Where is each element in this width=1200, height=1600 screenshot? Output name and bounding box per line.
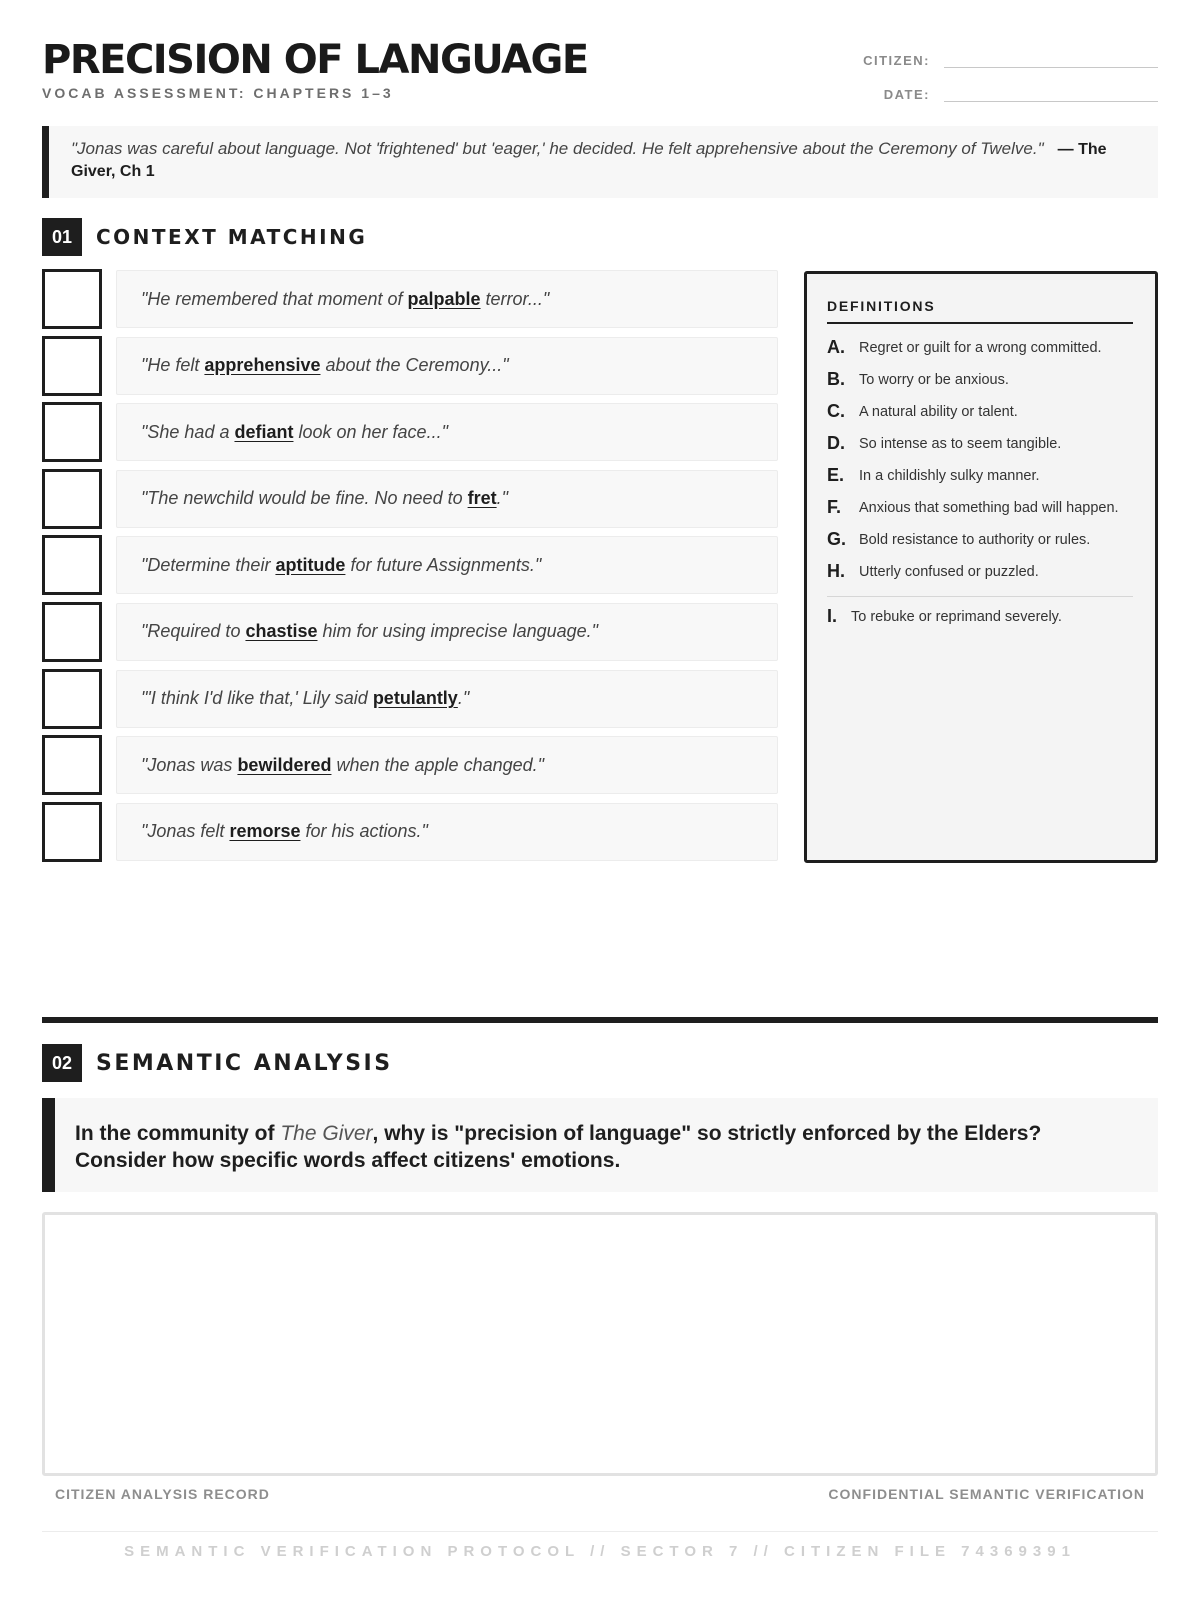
analysis-answer-area[interactable] (42, 1212, 1158, 1476)
definition-text: Anxious that something bad will happen. (859, 500, 1119, 516)
definition-item (827, 596, 1133, 626)
definition-key: C. (827, 401, 845, 421)
sentence-before: "Determine their (141, 554, 271, 575)
definition-text: Bold resistance to authority or rules. (859, 532, 1091, 548)
sentence-before: "'I think I'd like that,' Lily said (141, 688, 368, 709)
definition-key: D. (827, 433, 845, 453)
vocab-word: apprehensive (204, 355, 321, 376)
definition-text: To worry or be anxious. (859, 372, 1009, 388)
context-sentence (116, 270, 778, 328)
context-sentence (116, 337, 778, 395)
date-input-line[interactable] (944, 101, 1158, 102)
definition-key: I. (827, 606, 838, 626)
definition-item (827, 402, 1133, 421)
definition-key: E. (827, 465, 845, 485)
quote-text: "Jonas was careful about language. Not 'frightened' but 'eager,' he decided. He felt apprehensive about the Ceremony of Twelve." (71, 139, 1044, 158)
sentence-before: "She had a (141, 421, 230, 442)
definition-item (827, 466, 1133, 485)
footer-rule (42, 1531, 1158, 1532)
definition-key: A. (827, 337, 845, 357)
section-number: 02 (42, 1044, 82, 1082)
sentence-before: "Required to (141, 621, 241, 642)
answer-box[interactable] (42, 669, 102, 729)
citizen-input-line[interactable] (944, 67, 1158, 68)
matching-row (42, 403, 778, 461)
date-label: DATE: (883, 87, 930, 102)
prompt-text-start: In the community of (75, 1122, 275, 1145)
matching-row (42, 270, 778, 328)
sentence-after: terror..." (485, 288, 550, 309)
answer-box[interactable] (42, 269, 102, 329)
section-number: 01 (42, 218, 82, 256)
context-sentence (116, 670, 778, 728)
matching-rows (42, 270, 778, 869)
matching-row (42, 337, 778, 395)
context-sentence (116, 403, 778, 461)
section-title: SEMANTIC ANALYSIS (96, 1050, 393, 1076)
footer-text: SEMANTIC VERIFICATION PROTOCOL // SECTOR 7 // CITIZEN FILE 74369391 (124, 1543, 1076, 1560)
definition-text: To rebuke or reprimand severely. (851, 609, 1062, 625)
section-divider (42, 1017, 1158, 1023)
answer-box[interactable] (42, 402, 102, 462)
definitions-panel (804, 271, 1158, 863)
matching-row (42, 470, 778, 528)
definition-key: F. (827, 497, 842, 517)
sentence-after: him for using imprecise language." (322, 621, 599, 642)
section-title: CONTEXT MATCHING (96, 225, 368, 249)
definition-item (827, 562, 1133, 581)
answer-box[interactable] (42, 336, 102, 396)
page-subtitle: VOCAB ASSESSMENT: CHAPTERS 1–3 (42, 85, 394, 101)
quote-source: — The Giver, Ch 1 (71, 141, 1107, 180)
citizen-label: CITIZEN: (863, 53, 930, 68)
answer-box[interactable] (42, 735, 102, 795)
vocab-word: chastise (245, 621, 318, 642)
sentence-before: "Jonas was (141, 754, 233, 775)
definition-key: B. (827, 369, 845, 389)
prompt-book-title: The Giver (280, 1122, 373, 1145)
vocab-word: aptitude (275, 554, 346, 575)
answer-caption-left: CITIZEN ANALYSIS RECORD (55, 1486, 270, 1502)
vocab-word: palpable (407, 288, 481, 309)
definition-key: G. (827, 529, 847, 549)
definition-item (827, 370, 1133, 389)
definition-key: H. (827, 561, 845, 581)
sentence-before: "He remembered that moment of (141, 288, 403, 309)
definition-item (827, 338, 1133, 357)
matching-row (42, 603, 778, 661)
definition-text: Regret or guilt for a wrong committed. (859, 340, 1102, 356)
section-header-context-matching (42, 218, 367, 256)
sentence-after: for future Assignments." (350, 554, 542, 575)
sentence-after: about the Ceremony..." (325, 355, 509, 376)
answer-box[interactable] (42, 535, 102, 595)
sentence-after: for his actions." (305, 821, 428, 842)
sentence-before: "Jonas felt (141, 821, 225, 842)
answer-caption-right: CONFIDENTIAL SEMANTIC VERIFICATION (828, 1486, 1145, 1502)
sentence-after: ." (496, 488, 508, 509)
page-title: PRECISION OF LANGUAGE (42, 37, 588, 83)
answer-box[interactable] (42, 602, 102, 662)
context-sentence (116, 536, 778, 594)
vocab-word: defiant (234, 421, 294, 442)
vocab-word: remorse (229, 821, 301, 842)
matching-row (42, 736, 778, 794)
section-header-semantic-analysis (42, 1044, 393, 1082)
epigraph-quote (42, 126, 1158, 198)
citizen-field[interactable] (850, 46, 1158, 68)
definition-item (827, 498, 1133, 517)
matching-row (42, 536, 778, 594)
definitions-title: DEFINITIONS (827, 298, 1133, 324)
definition-item (827, 530, 1133, 549)
sentence-after: ." (457, 688, 470, 709)
definition-text: Utterly confused or puzzled. (859, 564, 1039, 580)
context-sentence (116, 603, 778, 661)
definition-item (827, 434, 1133, 453)
matching-row (42, 803, 778, 861)
sentence-before: "He felt (141, 355, 200, 376)
context-sentence (116, 736, 778, 794)
matching-row (42, 670, 778, 728)
sentence-after: when the apple changed." (336, 754, 545, 775)
vocab-word: bewildered (237, 754, 332, 775)
answer-box[interactable] (42, 469, 102, 529)
definition-text: A natural ability or talent. (859, 404, 1018, 420)
date-field[interactable] (850, 80, 1158, 102)
definition-text: In a childishly sulky manner. (859, 468, 1040, 484)
context-sentence (116, 803, 778, 861)
definition-text: So intense as to seem tangible. (859, 436, 1062, 452)
vocab-word: fret (467, 488, 497, 509)
context-sentence (116, 470, 778, 528)
sentence-before: "The newchild would be fine. No need to (141, 488, 463, 509)
prompt-text-end: , why is "precision of language" so strictly enforced by the Elders? Consider how specific words affect citizens' emotions. (75, 1122, 1042, 1172)
analysis-prompt (42, 1098, 1158, 1192)
answer-box[interactable] (42, 802, 102, 862)
sentence-after: look on her face..." (298, 421, 448, 442)
vocab-word: petulantly (372, 688, 458, 709)
